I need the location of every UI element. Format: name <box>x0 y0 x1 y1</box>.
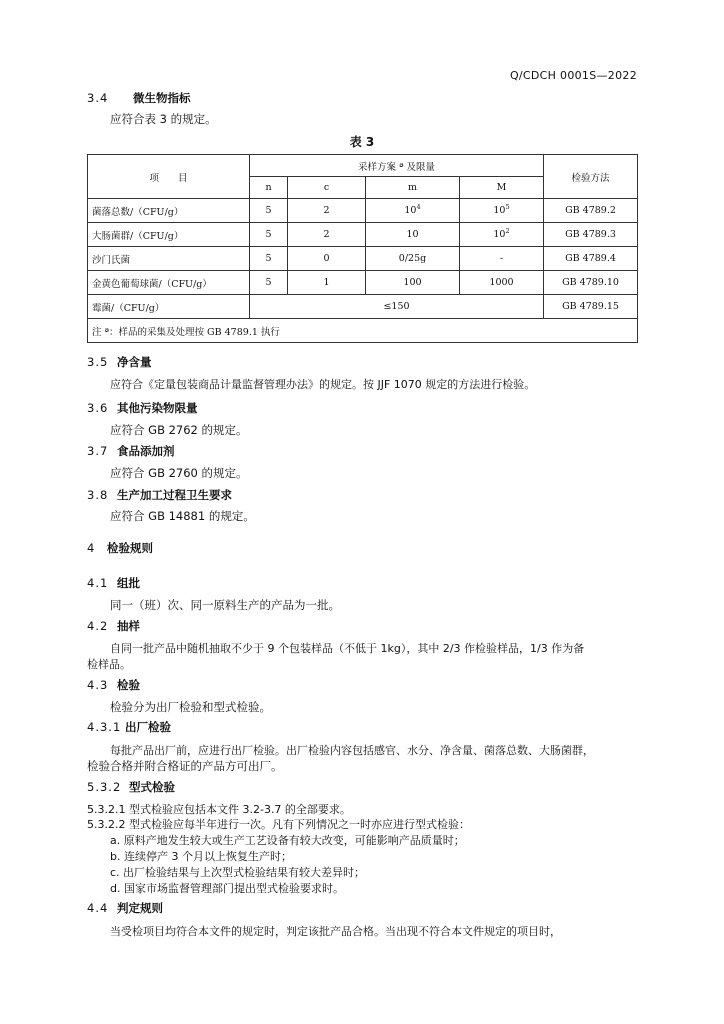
section-3-5-heading: 3.5 净含量 <box>87 355 152 369</box>
list-item-d: d. 国家市场监督管理部门提出型式检验要求时。 <box>110 882 344 895</box>
list-item-c: c. 出厂检验结果与上次型式检验结果有较大差异时； <box>110 866 366 879</box>
table-row: 大肠菌群/（CFU/g） 5 2 10 $10^2$ GB 4789.3 <box>88 223 638 247</box>
list-item-a: a. 原料产地发生较大或生产工艺设备有较大改变，可能影响产品质量时； <box>110 834 465 847</box>
section-3-8-text: 应符合 GB 14881 的规定。 <box>110 509 255 523</box>
section-4-3-1-text-line2: 检验合格并附合格证的产品方可出厂。 <box>87 759 283 773</box>
header-m: m <box>366 177 460 199</box>
section-5-3-2-1-text: 5.3.2.1 型式检验应包括本文件 3.2-3.7 的全部要求。 <box>87 803 351 816</box>
section-3-8-heading: 3.8 生产加工过程卫生要求 <box>87 488 232 502</box>
section-3-4-heading: 3.4 微生物指标 <box>87 91 191 105</box>
table-row: 沙门氏菌 5 0 0/25g - GB 4789.4 <box>88 247 638 271</box>
section-3-5-text: 应符合《定量包装商品计量监督管理办法》的规定。按 JJF 1070 规定的方法进行检验。 <box>110 378 536 391</box>
header-n: n <box>250 177 288 199</box>
section-4-2-text-line1: 自同一批产品中随机抽取不少于 9 个包装样品（不低于 1kg），其中 2/3 作检验样品，1/3 作为备 <box>110 642 585 655</box>
section-3-6-text: 应符合 GB 2762 的规定。 <box>110 423 248 437</box>
section-3-7-heading: 3.7 食品添加剂 <box>87 444 175 458</box>
list-item-b: b. 连续停产 3 个月以上恢复生产时； <box>110 850 292 863</box>
section-3-7-text: 应符合 GB 2760 的规定。 <box>110 466 248 480</box>
section-5-3-2-heading: 5.3.2 型式检验 <box>87 780 175 794</box>
section-4-heading: 4 检验规则 <box>87 541 153 555</box>
section-4-1-text: 同一（班）次、同一原料生产的产品为一批。 <box>110 598 340 612</box>
section-4-4-text: 当受检项目均符合本文件的规定时，判定该批产品合格。当出现不符合本文件规定的项目时， <box>110 925 561 938</box>
section-3-4-text: 应符合表 3 的规定。 <box>110 112 217 126</box>
table-row: 菌落总数/（CFU/g） 5 2 $10^4$ $10^5$ GB 4789.2 <box>88 199 638 223</box>
section-4-2-heading: 4.2 抽样 <box>87 619 140 633</box>
document-code: Q/CDCH 0001S—2022 <box>509 69 637 82</box>
table-row: 金黄色葡萄球菌/（CFU/g） 5 1 100 1000 GB 4789.10 <box>88 271 638 295</box>
section-4-2-text-line2: 检样品。 <box>87 658 131 671</box>
header-item: 项 目 <box>88 155 250 199</box>
microbiology-table <box>87 154 638 343</box>
header-c: c <box>288 177 366 199</box>
section-4-3-1-heading: 4.3.1 出厂检验 <box>87 720 171 734</box>
header-sampling-plan: 采样方案 ª 及限量 <box>250 155 544 177</box>
table-caption: 表 3 <box>349 135 375 149</box>
section-4-3-text: 检验分为出厂检验和型式检验。 <box>110 700 271 714</box>
section-4-4-heading: 4.4 判定规则 <box>87 901 163 915</box>
header-M: M <box>460 177 544 199</box>
table-note-row: 注 ª：样品的采集及处理按 GB 4789.1 执行 <box>88 319 638 343</box>
section-4-1-heading: 4.1 组批 <box>87 576 140 590</box>
table-row: 霉菌/（CFU/g） ≤150 GB 4789.15 <box>88 295 638 319</box>
section-4-3-heading: 4.3 检验 <box>87 678 140 692</box>
section-5-3-2-2-text: 5.3.2.2 型式检验应每半年进行一次。凡有下列情况之一时亦应进行型式检验： <box>87 818 470 831</box>
header-test-method: 检验方法 <box>544 155 638 199</box>
section-3-6-heading: 3.6 其他污染物限量 <box>87 401 198 415</box>
section-4-3-1-text-line1: 每批产品出厂前，应进行出厂检验。出厂检验内容包括感官、水分、净含量、菌落总数、大肠菌群， <box>110 744 594 757</box>
